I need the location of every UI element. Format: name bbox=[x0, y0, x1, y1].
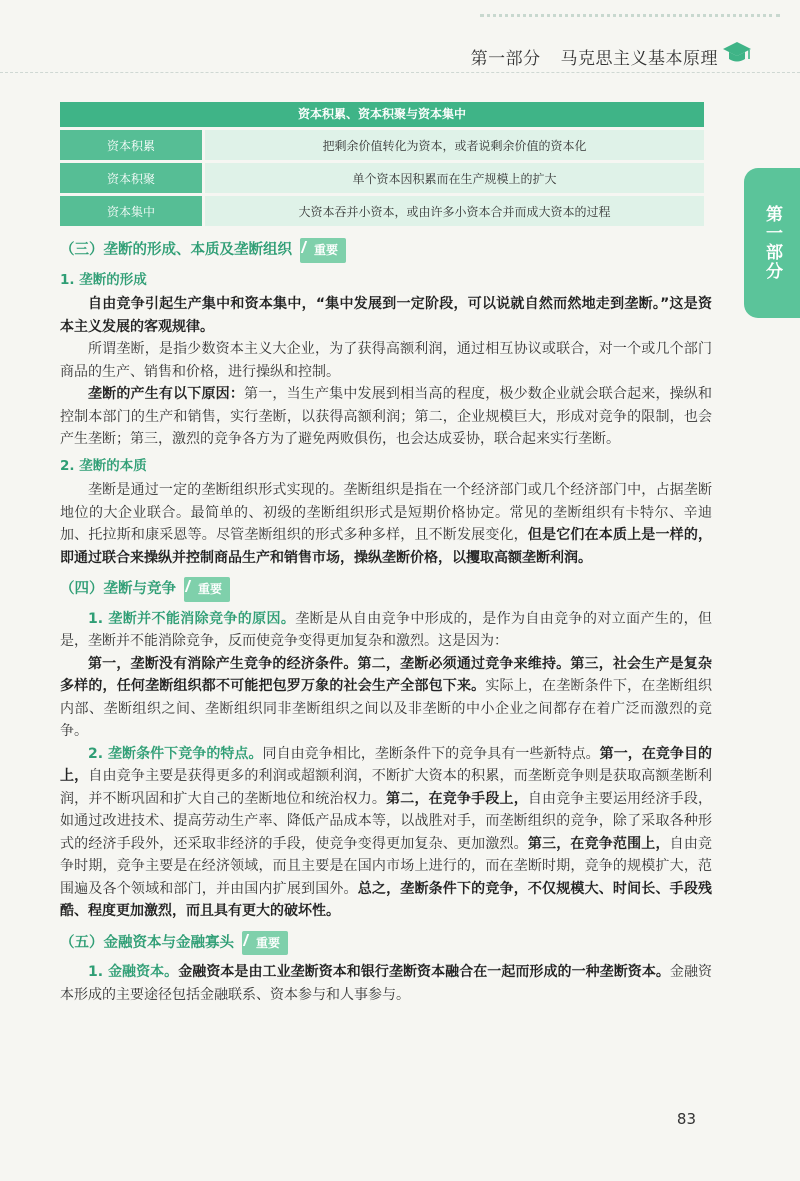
important-badge: 重要 bbox=[242, 931, 288, 956]
header-subject: 马克思主义基本原理 bbox=[560, 49, 718, 69]
section-heading-4 bbox=[60, 577, 712, 602]
side-tab: 第一部分 bbox=[744, 168, 800, 318]
header-divider bbox=[0, 72, 800, 73]
paragraph bbox=[60, 479, 712, 569]
text: 第一，当生产集中发展到相当高的程度，极少数企业就会联合起来，操纵和控制本部门的生产和销售，实行垄断，以获得高额利润；第二，企业规模巨大，形成对竞争的限制，也会产生垄断；第三，激烈的竞争各方为了避免两败俱伤，也会达成妥协，联合起来实行垄断。 bbox=[60, 386, 712, 447]
header-decoration bbox=[480, 14, 780, 25]
paragraph bbox=[60, 653, 712, 743]
header-part: 第一部分 bbox=[470, 49, 541, 69]
page-number: 83 bbox=[676, 1110, 696, 1128]
bold-text: 自由竞争引起生产集中和资本集中，“集中发展到一定阶段，可以说就自然而然地走到垄断。”这是资本主义发展的客观规律。 bbox=[60, 296, 712, 335]
bold-text: 金融资本是由工业垄断资本和银行垄断资本融合在一起而形成的一种垄断资本。 bbox=[178, 964, 670, 980]
section-title: （四）垄断与竞争 bbox=[60, 580, 176, 597]
subheading: 2. 垄断的本质 bbox=[60, 457, 147, 474]
table-key: 资本集中 bbox=[60, 195, 204, 227]
table-row bbox=[60, 129, 704, 162]
table-title: 资本积累、资本积聚与资本集中 bbox=[60, 102, 704, 127]
green-bold-text: 1. 金融资本。 bbox=[88, 964, 179, 980]
running-header bbox=[457, 44, 718, 69]
bold-text: 第三，在竞争范围上， bbox=[527, 835, 670, 852]
graduation-cap-icon bbox=[722, 40, 752, 66]
text: 自由竞争主要运用经济手段，如通过改进技术、提高劳动生产率、降低产品成本等，以战胜对手，而垄断组织的竞争，除了采取各种形式的经济手段外，还采取非经济的手段，使竞争变得更加复杂、更加激烈。 bbox=[60, 790, 713, 852]
paragraph bbox=[60, 961, 712, 1006]
table-value: 单个资本因积累而在生产规模上的扩大 bbox=[204, 162, 705, 195]
paragraph bbox=[60, 608, 712, 653]
section-title: （三）垄断的形成、本质及垄断组织 bbox=[60, 241, 292, 258]
text: 自由竞争时期，竞争主要是在经济领域，而且主要是在国内市场上进行的，而在垄断时期，竞争的规模扩大，范围遍及各个领域和部门，并由国内扩展到国外。 bbox=[60, 835, 713, 897]
paragraph bbox=[60, 743, 712, 923]
paragraph: 所谓垄断，是指少数资本主义大企业，为了获得高额利润，通过相互协议或联合，对一个或几个部门商品的生产、销售和价格，进行操纵和控制。 bbox=[60, 341, 712, 380]
table-key: 资本积聚 bbox=[60, 162, 204, 195]
summary-table bbox=[60, 102, 704, 226]
green-bold-text: 2. 垄断条件下竞争的特点。 bbox=[88, 745, 263, 762]
text: 实际上，在垄断条件下，在垄断组织内部、垄断组织之间、垄断组织同非垄断组织之间以及非垄断的中小企业之间都存在着广泛而激烈的竞争。 bbox=[60, 678, 713, 739]
text: 自由竞争主要是获得更多的利润或超额利润，不断扩大资本的积累，而垄断竞争则是获取高额垄断利润，并不断巩固和扩大自己的垄断地位和统治权力。 bbox=[60, 768, 713, 807]
bold-text: 第一，垄断没有消除产生竞争的经济条件。第二，垄断必须通过竞争来维持。第三，社会生产是复杂多样的，任何垄断组织都不可能把包罗万象的社会生产全部包下来。 bbox=[60, 655, 712, 694]
page-header bbox=[0, 0, 800, 82]
table-key: 资本积累 bbox=[60, 129, 204, 162]
table-row bbox=[60, 195, 704, 227]
green-bold-text: 1. 垄断并不能消除竞争的原因。 bbox=[88, 610, 296, 627]
important-badge: 重要 bbox=[184, 577, 230, 602]
main-content bbox=[60, 230, 712, 1006]
section-heading-3 bbox=[60, 238, 712, 263]
text: 垄断是通过一定的垄断组织形式实现的。垄断组织是指在一个经济部门或几个经济部门中，占据垄断地位的大企业联合。最简单的、初级的垄断组织形式是短期价格协定。常见的垄断组织有卡特尔、辛迪加、托拉斯和康采恩等。尽管垄断组织的形式多种多样，且不断发展变化， bbox=[60, 482, 712, 543]
text: 垄断是从自由竞争中形成的，是作为自由竞争的对立面产生的，但是，垄断并不能消除竞争，反而使竞争变得更加复杂和激烈。这是因为： bbox=[60, 610, 713, 649]
important-badge: 重要 bbox=[300, 238, 346, 263]
bold-text: 但是它们在本质上是一样的，即通过联合来操纵并控制商品生产和销售市场，操纵垄断价格，以攫取高额垄断利润。 bbox=[60, 527, 713, 566]
table-value: 把剩余价值转化为资本，或者说剩余价值的资本化 bbox=[204, 129, 705, 162]
bold-text: 垄断的产生有以下原因： bbox=[88, 386, 245, 402]
section-title: （五）金融资本与金融寡头 bbox=[60, 933, 234, 951]
text: 同自由竞争相比，垄断条件下的竞争具有一些新特点。 bbox=[262, 745, 600, 762]
text: 金融资本形成的主要途径包括金融联系、资本参与和人事参与。 bbox=[60, 964, 713, 1003]
bold-text: 第二，在竞争手段上， bbox=[386, 790, 528, 807]
subheading: 1. 垄断的形成 bbox=[60, 271, 147, 288]
bold-text: 总之，垄断条件下的竞争，不仅规模大、时间长、手段残酷、程度更加激烈，而且具有更大的破坏性。 bbox=[60, 880, 712, 919]
table-value: 大资本吞并小资本，或由许多小资本合并而成大资本的过程 bbox=[204, 195, 705, 227]
section-heading-5 bbox=[60, 931, 712, 956]
bold-text: 第一，在竞争目的上， bbox=[60, 745, 713, 784]
paragraph bbox=[60, 383, 712, 451]
table-row bbox=[60, 162, 704, 195]
paragraph bbox=[60, 293, 712, 338]
